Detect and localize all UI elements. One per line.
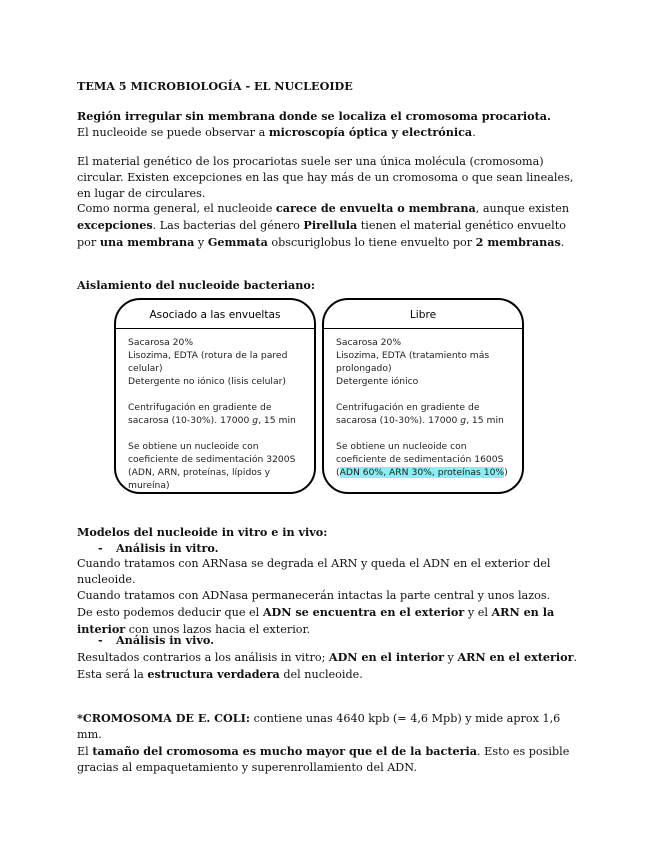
box-left-duration: , 15 min [258,415,296,426]
cromosoma-text: El [77,745,93,758]
intro-emphasis: microscopía óptica y electrónica [268,125,473,139]
box-right-duration: , 15 min [466,415,504,426]
vitro-text: y el [464,606,492,619]
box-right-divider [324,328,522,329]
aislamiento-heading: Aislamiento del nucleoide bacteriano: [77,278,315,292]
box-libre [322,298,524,494]
box-left-line: Lisozima, EDTA (rotura de la pared celular) [128,350,288,374]
bullet-vivo: - [98,633,103,647]
vivo-text: y [444,651,458,664]
vivo-text: del nucleoide. [279,668,363,681]
box-right-line [336,440,512,479]
box-right-line: Lisozima, EDTA (tratamiento más prolongado) [336,350,490,374]
box-right-g-unit: g [460,415,467,426]
box-left-centrifugation: Centrifugación en gradiente de sacarosa (10-30%). 17000 [128,402,272,426]
vitro-text: De esto podemos deducir que el [77,606,263,619]
vitro-line: Cuando tratamos con ADNasa permanecerán intactas la parte central y unos lazos. [77,589,551,602]
norma-emphasis-b: carece de envuelta o membrana [275,201,476,215]
norma-paragraph [77,200,582,251]
vitro-emphasis: ARN en la interior [77,605,555,636]
norma-emphasis-h: una membrana [99,235,195,249]
box-right-header: Libre [409,309,437,321]
cromosoma-paragraph [77,710,582,776]
norma-text-g: tienen el material genético envuelto por [77,219,566,249]
vitro-paragraph [77,556,582,638]
vitro-heading: Análisis in vitro. [116,541,219,555]
norma-emphasis-f: Pirellula [303,218,358,232]
box-left-line: Se obtiene un nucleoide con coeficiente de sedimentación 3200S (ADN, ARN, proteínas, lípidos y mureína) [128,441,296,491]
cromosoma-label: *CROMOSOMA DE E. COLI: [77,711,251,725]
norma-text-e: . Las bacterias del género [152,219,304,232]
cromosoma-text: . Esto es posible gracias al empaquetamiento y superenrollamiento del ADN. [77,745,570,774]
material-paragraph: El material genético de los procariotas suele ser una única molécula (cromosoma) circular. Existen excepciones en las que hay más de un cromosoma o que sean lineales, en lugar de circulares. [77,155,574,200]
intro-period: . [472,126,476,139]
norma-emphasis-d: excepciones [77,218,153,232]
box-left-line: Detergente no iónico (lisis celular) [128,376,286,387]
modelos-heading: Modelos del nucleoide in vitro e in vivo: [77,525,328,539]
box-right-result: Se obtiene un nucleoide con coeficiente de sedimentación 1600S ( [336,441,504,478]
intro-bold-line: Región irregular sin membrana donde se localiza el cromosoma procariota. [77,109,551,123]
box-left-line [128,401,304,427]
vivo-emphasis: estructura verdadera [147,667,280,681]
box-left-line: Sacarosa 20% [128,337,194,348]
box-left-divider [116,328,314,329]
vivo-emphasis: ADN en el interior [328,650,444,664]
box-right-line: Detergente iónico [336,376,419,387]
vivo-emphasis: ARN en el exterior [457,650,574,664]
box-right-centrifugation: Centrifugación en gradiente de sacarosa (10-30%). 17000 [336,402,480,426]
vivo-paragraph [77,649,582,683]
box-left-body [128,336,304,492]
box-left-g-unit: g [252,415,259,426]
norma-text-a: Como norma general, el nucleoide [77,202,276,215]
box-right-body [336,336,512,479]
cromosoma-text: contiene unas 4640 kpb (= 4,6 Mpb) y mide aprox 1,6 mm. [77,712,561,741]
intro-line-2 [77,124,582,141]
box-right-close-paren: ) [504,467,508,478]
vitro-line: Cuando tratamos con ARNasa se degrada el ARN y queda el ADN en el exterior del nucleoide. [77,557,551,586]
vitro-emphasis: ADN se encuentra en el exterior [262,605,465,619]
box-right-line: Sacarosa 20% [336,337,402,348]
box-asociado-envueltas [114,298,316,494]
bullet-vitro: - [98,541,103,555]
intro-text: El nucleoide se puede observar a [77,126,269,139]
norma-text-i: y [194,236,208,249]
cromosoma-emphasis: tamaño del cromosoma es mucho mayor que el de la bacteria [92,744,478,758]
vitro-text: con unos lazos hacia el exterior. [125,623,311,636]
norma-text-m: . [560,236,565,249]
box-left-header: Asociado a las envueltas [149,309,281,321]
intro-paragraph [77,108,582,141]
page-title: TEMA 5 MICROBIOLOGÍA - EL NUCLEOIDE [77,79,353,93]
norma-emphasis-j: Gemmata [207,235,268,249]
vivo-text: . Esta será la [77,651,578,681]
norma-emphasis-l: 2 membranas [475,235,561,249]
vivo-heading: Análisis in vivo. [116,633,214,647]
box-right-highlight: ADN 60%, ARN 30%, proteínas 10% [339,467,505,478]
vivo-text: Resultados contrarios a los análisis in vitro; [77,651,329,664]
norma-text-c: , aunque existen [475,202,570,215]
norma-text-k: obscuriglobus lo tiene envuelto por [267,236,476,249]
box-right-line [336,401,512,427]
